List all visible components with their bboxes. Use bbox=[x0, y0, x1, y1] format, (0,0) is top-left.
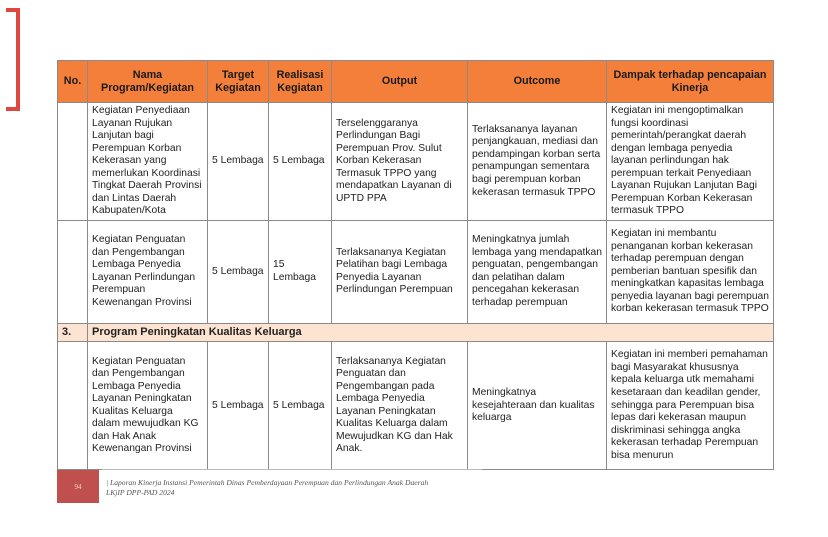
cell-program: Kegiatan Penguatan dan Pengembangan Lembaga Penyedia Layanan Perlindungan Perempuan Kewenangan Provinsi bbox=[88, 220, 208, 323]
cell-dampak: Kegiatan ini memberi pemahaman bagi Masyarakat khususnya kepala keluarga utk memahami kesetaraan dan keadilan gender, sehingga para Perempuan bisa lepas dari kekerasan maupun diskriminasi sehingga angka kekerasan terhadap Perempuan bisa menurun bbox=[607, 342, 774, 470]
cell-dampak: Kegiatan ini membantu penanganan korban kekerasan terhadap perempuan dengan pemberian bantuan spesifik dan meningkatkan kapasitas lembaga penyedia layanan bagi perempuan korban kekerasan termasuk TPPO bbox=[607, 220, 774, 323]
page-corner-bracket bbox=[6, 8, 20, 111]
section-row bbox=[58, 323, 774, 341]
cell-target: 5 Lembaga bbox=[208, 342, 269, 470]
header-realisasi: Realisasi Kegiatan bbox=[269, 61, 332, 103]
cell-no bbox=[58, 342, 88, 470]
table-row bbox=[58, 220, 774, 323]
cell-realisasi: 5 Lembaga bbox=[269, 103, 332, 221]
table-row bbox=[58, 342, 774, 470]
cell-target: 5 Lembaga bbox=[208, 103, 269, 221]
cell-program: Kegiatan Penyediaan Layanan Rujukan Lanjutan bagi Perempuan Korban Kekerasan yang memerlukan Koordinasi Tingkat Daerah Provinsi dan Lintas Daerah Kabupaten/Kota bbox=[88, 103, 208, 221]
cell-output: Terlaksananya Kegiatan Penguatan dan Pengembangan pada Lembaga Penyedia Layanan Peningkatan Kualitas Keluarga dalam Mewujudkan KG dan Hak Anak. bbox=[332, 342, 468, 470]
cell-no bbox=[58, 220, 88, 323]
table-row bbox=[58, 103, 774, 221]
cell-output: Terselenggaranya Perlindungan Bagi Perempuan Prov. Sulut Korban Kekerasan Termasuk TPPO yang mendapatkan Layanan di UPTD PPA bbox=[332, 103, 468, 221]
cell-outcome: Meningkatnya jumlah lembaga yang mendapatkan penguatan, pengembangan dan pelatihan dalam pencegahan kekerasan terhadap perempuan bbox=[468, 220, 607, 323]
section-title: Program Peningkatan Kualitas Keluarga bbox=[88, 323, 774, 341]
cell-realisasi: 15 Lembaga bbox=[269, 220, 332, 323]
footer-divider bbox=[102, 469, 482, 470]
table-header-row bbox=[58, 61, 774, 103]
header-dampak: Dampak terhadap pencapaian Kinerja bbox=[607, 61, 774, 103]
footer-report-title bbox=[106, 478, 486, 498]
cell-output: Terlaksananya Kegiatan Pelatihan bagi Lembaga Penyedia Layanan Perlindungan Perempuan bbox=[332, 220, 468, 323]
header-output: Output bbox=[332, 61, 468, 103]
cell-dampak: Kegiatan ini mengoptimalkan fungsi koordinasi pemerintah/perangkat daerah dengan lembaga penyedia layanan perlindungan hak perempuan terkait Penyediaan Layanan Rujukan Lanjutan Bagi Perempuan Korban Kekerasan termasuk TPPO bbox=[607, 103, 774, 221]
cell-target: 5 Lembaga bbox=[208, 220, 269, 323]
footer-page-number: 94 bbox=[57, 470, 99, 503]
cell-outcome: Terlaksananya layanan penjangkauan, mediasi dan pendampingan korban serta penampungan sementara bagi perempuan korban kekerasan termasuk TPPO bbox=[468, 103, 607, 221]
cell-realisasi: 5 Lembaga bbox=[269, 342, 332, 470]
cell-program: Kegiatan Penguatan dan Pengembangan Lembaga Penyedia Layanan Peningkatan Kualitas Keluarga dalam mewujudkan KG dan Hak Anak Kewenangan Provinsi bbox=[88, 342, 208, 470]
header-target: Target Kegiatan bbox=[208, 61, 269, 103]
footer-line-2: LKjIP DPP-PAD 2024 bbox=[106, 487, 175, 497]
cell-outcome: Meningkatnya kesejahteraan dan kualitas keluarga bbox=[468, 342, 607, 470]
header-no: No. bbox=[58, 61, 88, 103]
header-program: Nama Program/Kegiatan bbox=[88, 61, 208, 103]
section-no: 3. bbox=[58, 323, 88, 341]
cell-no bbox=[58, 103, 88, 221]
footer-line-1: | Laporan Kinerja Instansi Pemerintah Dinas Pemberdayaan Perempuan dan Perlindungan Anak Daerah bbox=[106, 478, 429, 487]
header-outcome: Outcome bbox=[468, 61, 607, 103]
performance-table bbox=[57, 60, 774, 470]
